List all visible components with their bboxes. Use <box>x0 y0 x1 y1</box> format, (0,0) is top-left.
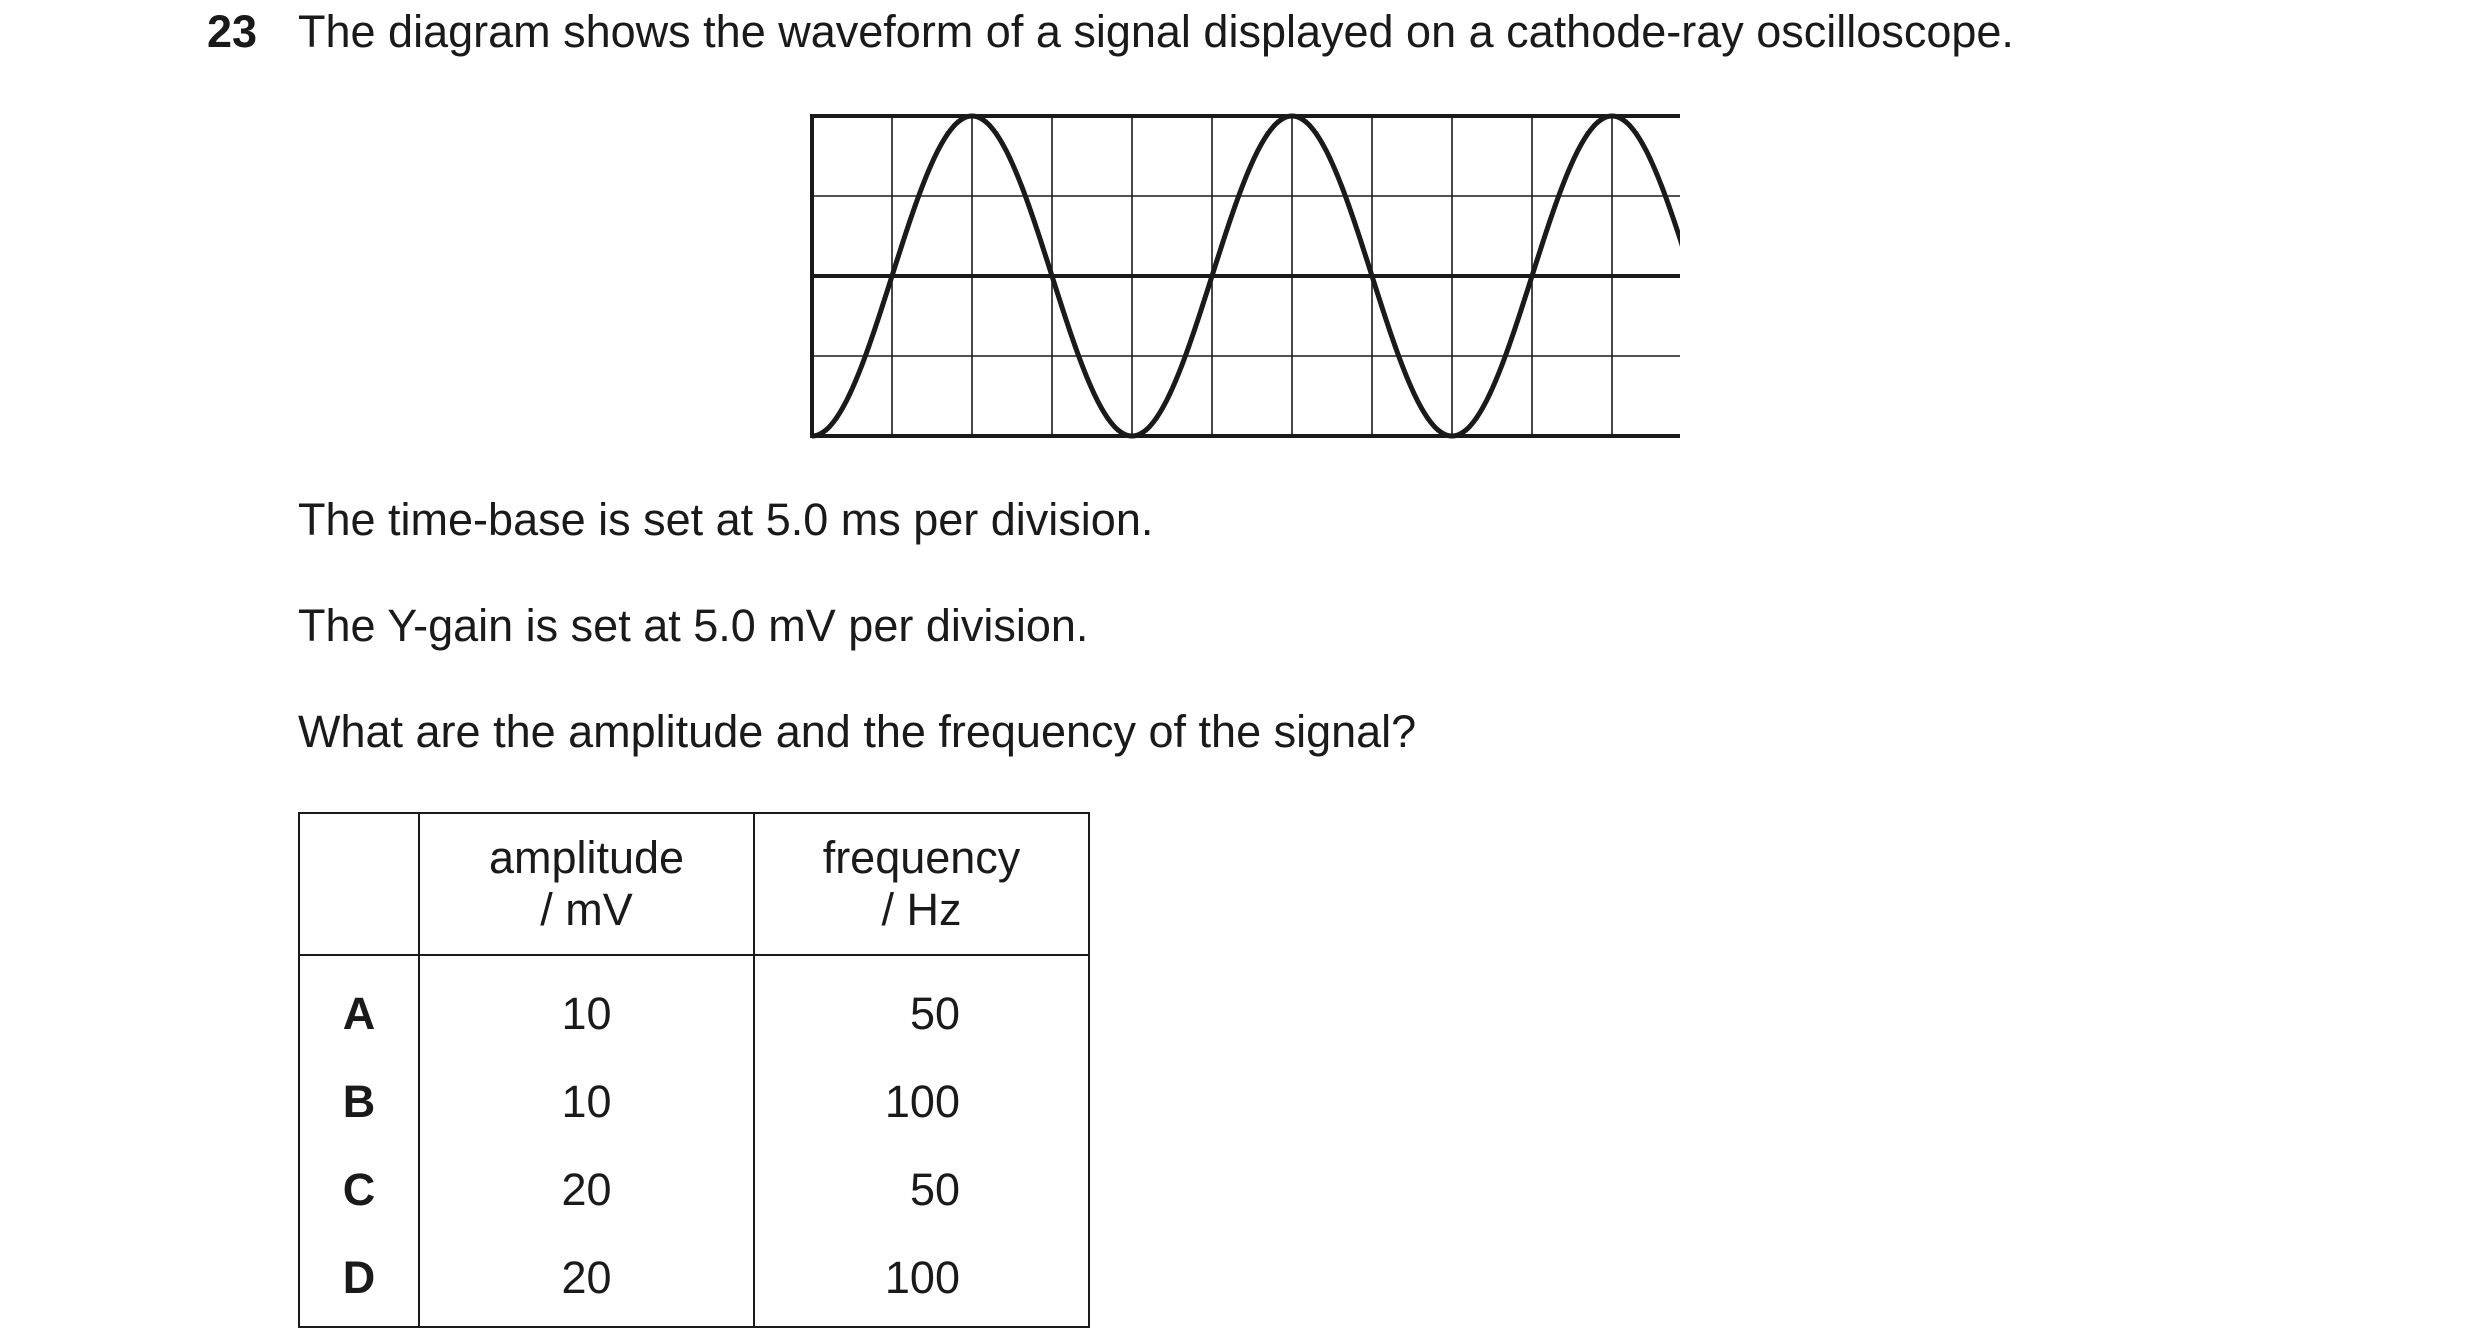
option-letter: C <box>299 1146 419 1234</box>
option-row-b[interactable] <box>299 1058 1089 1146</box>
option-frequency: 50 <box>754 1146 1089 1234</box>
option-amplitude: 20 <box>419 1146 754 1234</box>
oscilloscope-grid <box>812 116 1680 436</box>
option-row-d[interactable] <box>299 1234 1089 1327</box>
y-gain-statement: The Y-gain is set at 5.0 mV per division. <box>298 600 1089 651</box>
question-prompt: What are the amplitude and the frequency of the signal? <box>298 706 1417 757</box>
header-frequency <box>754 813 1089 955</box>
header-amplitude <box>419 813 754 955</box>
option-letter: D <box>299 1234 419 1327</box>
option-amplitude: 10 <box>419 955 754 1058</box>
option-row-a[interactable] <box>299 955 1089 1058</box>
answer-options-table <box>298 812 1090 1328</box>
header-amplitude-name: amplitude <box>488 832 685 883</box>
header-amplitude-unit: / mV <box>540 884 633 935</box>
time-base-statement: The time-base is set at 5.0 ms per division. <box>298 494 1154 545</box>
option-frequency: 50 <box>754 955 1089 1058</box>
option-amplitude: 20 <box>419 1234 754 1327</box>
option-frequency: 100 <box>754 1234 1089 1327</box>
question-number: 23 <box>207 6 258 57</box>
option-row-c[interactable] <box>299 1146 1089 1234</box>
question-stem: The diagram shows the waveform of a signal displayed on a cathode-ray oscilloscope. <box>298 6 2014 57</box>
option-letter: A <box>299 955 419 1058</box>
header-blank-cell <box>299 813 419 955</box>
option-letter: B <box>299 1058 419 1146</box>
header-frequency-unit: / Hz <box>881 884 962 935</box>
option-frequency: 100 <box>754 1058 1089 1146</box>
option-amplitude: 10 <box>419 1058 754 1146</box>
oscilloscope-screen <box>780 100 1680 440</box>
header-frequency-name: frequency <box>822 832 1021 883</box>
table-header-row <box>299 813 1089 955</box>
